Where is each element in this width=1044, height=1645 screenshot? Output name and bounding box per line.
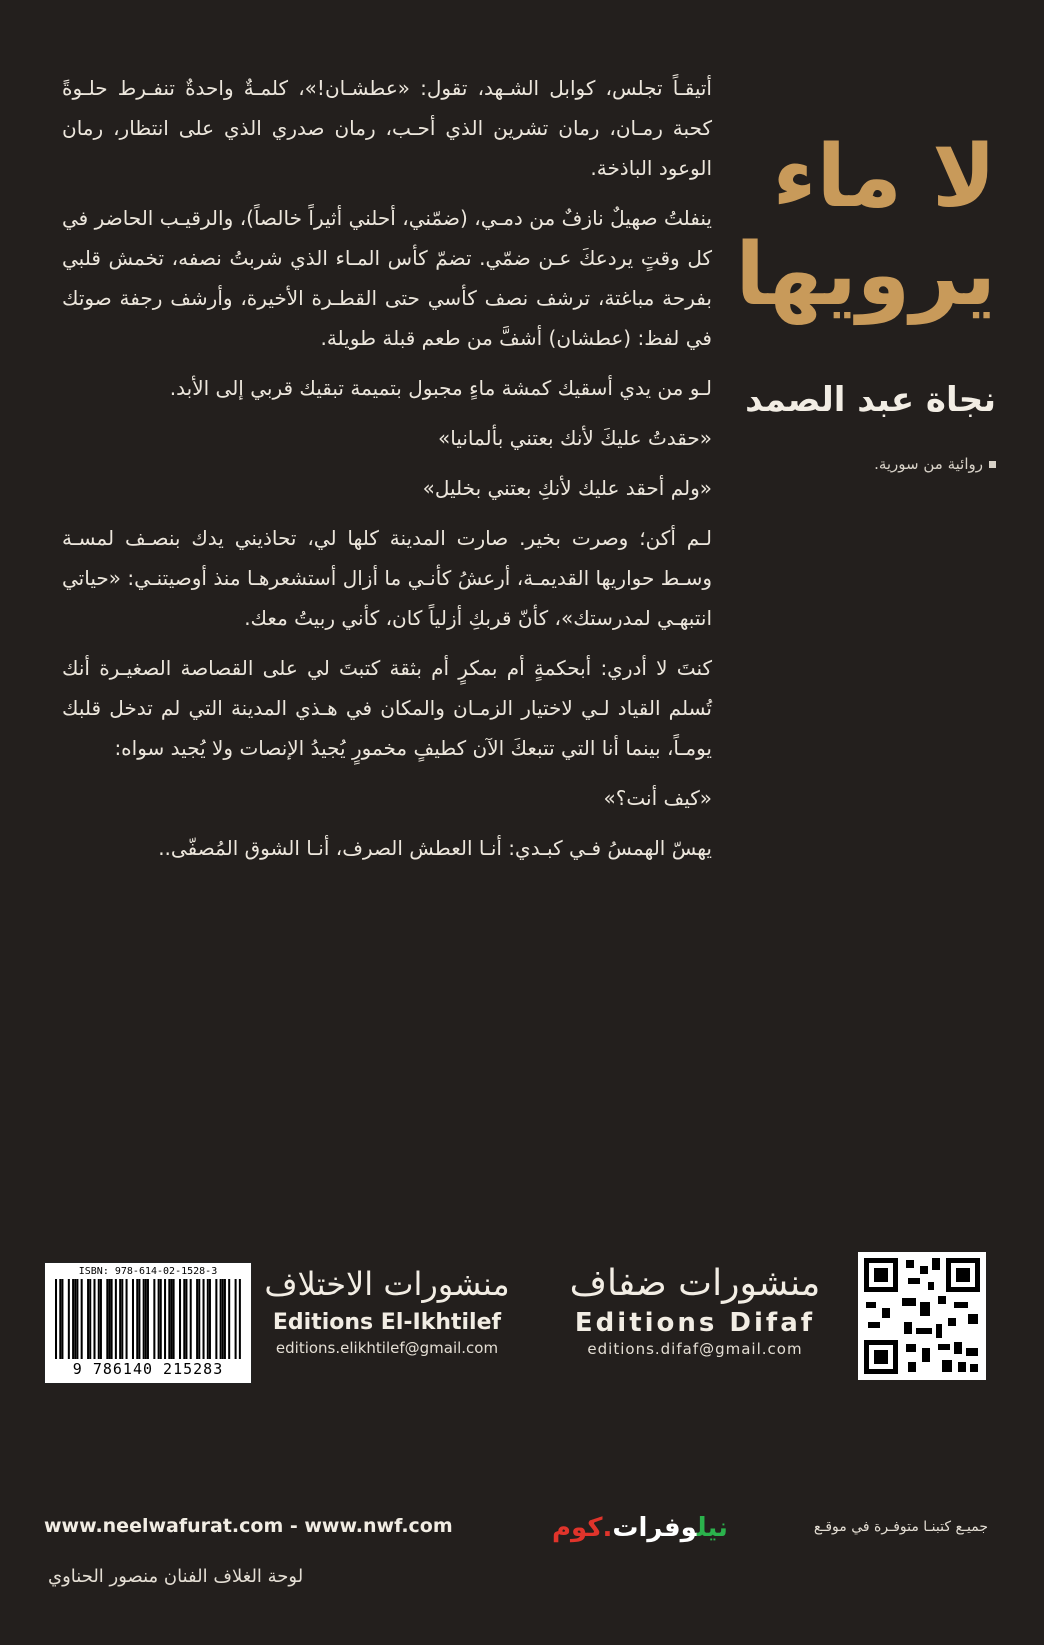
bullet-icon — [989, 461, 996, 468]
barcode-bar — [136, 1279, 138, 1359]
blurb-paragraph: يهسّ الهمسُ فـي كبـدي: أنـا العطش الصرف، أنـا الشوق المُصفّى.. — [158, 836, 712, 860]
barcode-bar — [93, 1279, 95, 1359]
barcode-bar — [203, 1279, 205, 1359]
website-row — [44, 1513, 994, 1547]
barcode-bar — [179, 1279, 181, 1359]
isbn-barcode — [44, 1262, 252, 1384]
barcode-bar — [106, 1279, 108, 1359]
barcode-bar — [173, 1279, 175, 1359]
barcode-bar — [185, 1279, 187, 1359]
barcode-bar — [147, 1279, 149, 1359]
barcode-bar — [190, 1279, 192, 1359]
barcode-bar — [132, 1279, 134, 1359]
website-urls[interactable]: www.neelwafurat.com - www.nwf.com — [44, 1515, 453, 1537]
difaf-arabic-name: منشورات ضفاف — [569, 1263, 821, 1304]
brand-part-3: .كوم — [552, 1513, 613, 1543]
isbn-label: ISBN: 978-614-02-1528-3 — [78, 1266, 218, 1277]
qr-code — [858, 1252, 986, 1380]
blurb-text — [62, 68, 712, 878]
book-title — [696, 128, 996, 324]
barcode-bar — [220, 1279, 222, 1359]
barcode-bar — [138, 1279, 140, 1359]
ikhtilef-arabic-name: منشورات الاختلاف — [264, 1265, 510, 1303]
blurb-paragraph: «كيف أنت؟» — [603, 786, 712, 810]
availability-note: جميـع كتبنـا متوفـرة في موقـع — [813, 1519, 988, 1535]
publisher-ikhtilef — [262, 1262, 512, 1357]
barcode-bar — [100, 1279, 102, 1359]
barcode-bar — [228, 1279, 230, 1359]
store-brand — [552, 1513, 728, 1543]
barcode-bar — [168, 1279, 170, 1359]
barcode-bar — [183, 1279, 185, 1359]
barcode-bar — [55, 1279, 57, 1359]
blurb-paragraph: كنتَ لا أدري: أبحكمةٍ أم بمكرٍ أم بثقة كتبتَ لي على القصاصة الصغيـرة أنك تُسلم القياد لـي لاختيار الزمـان والمكان في هـذي المدينة التي لم تدخل قلبك يومـاً، بينما أنا التي تتبعكَ الآن كطيفٍ مخمورٍ يُجيدُ الإنصات ولا يُجيد سواه: — [62, 656, 712, 760]
barcode-bar — [143, 1279, 145, 1359]
qr-code-icon — [858, 1252, 986, 1380]
title-line-2: يرويها — [735, 225, 996, 325]
brand-part-1: نيل — [696, 1513, 728, 1543]
barcode-bar — [108, 1279, 110, 1359]
brand-part-2: وفرات — [612, 1513, 697, 1543]
barcode-bar — [222, 1279, 224, 1359]
blurb-paragraph: «ولم أحقد عليك لأنكِ بعتني بخليل» — [422, 476, 712, 500]
barcode-bar — [89, 1279, 91, 1359]
barcode-bar — [121, 1279, 123, 1359]
blurb-paragraph: ينفلتُ صهيلٌ نازفٌ من دمـي، (ضمّني، أحلني أثيراً خالصاً)، والرقيـب الحاضر في كل وقتٍ يردعكَ عـن ضمّي. تضمّ كأس المـاء الذي شربتُ نصفه، تخمش قلبي بفرحة مباغتة، ترشف نصف كأسي حتى القطـرة الأخيرة، وأرشف رجفة صوتك في لفظ: (عطشان) أشفَّ من طعم قبلة طويلة. — [62, 206, 712, 350]
blurb-paragraph: لـو من يدي أسقيك كمشة ماءٍ مجبول بتميمة تبقيك قربي إلى الأبد. — [169, 376, 712, 400]
barcode-bar — [153, 1279, 155, 1359]
difaf-latin-name: Editions Difaf — [574, 1308, 816, 1338]
author-note-text: روائية من سورية. — [874, 455, 983, 473]
barcode-bar — [158, 1279, 160, 1359]
barcode-bar — [81, 1279, 83, 1359]
barcode-bar — [196, 1279, 198, 1359]
barcode-bar — [170, 1279, 172, 1359]
isbn-digits: 9 786140 215283 — [72, 1360, 224, 1378]
barcode-bar — [72, 1279, 74, 1359]
barcode-bar — [74, 1279, 76, 1359]
publisher-difaf — [560, 1262, 830, 1358]
barcode-bar — [235, 1279, 237, 1359]
barcode-bar — [215, 1279, 217, 1359]
barcode-bar — [68, 1279, 70, 1359]
barcode-bar — [198, 1279, 200, 1359]
barcode-bar — [164, 1279, 166, 1359]
ikhtilef-email: editions.elikhtilef@gmail.com — [275, 1339, 499, 1357]
barcode-bar — [209, 1279, 211, 1359]
barcode-bar — [98, 1279, 100, 1359]
barcode-bar — [59, 1279, 61, 1359]
barcode-bar — [224, 1279, 226, 1359]
barcode-bar — [160, 1279, 162, 1359]
blurb-paragraph: أتيقـاً تجلس، كوابل الشـهد، تقول: «عطشـان!»، كلمـةٌ واحدةٌ تنفـرط حلـوةً كحبة رمـان، رمان تشرين الذي أحـب، رمان صدري الذي على انتظار، رمان الوعود الباذخة. — [62, 76, 712, 180]
barcode-bar — [207, 1279, 209, 1359]
ikhtilef-latin-name: Editions El-Ikhtilef — [272, 1310, 502, 1335]
barcode-bar — [61, 1279, 63, 1359]
barcode-bar — [126, 1279, 128, 1359]
blurb-paragraph: لـم أكن؛ وصرت بخير. صارت المدينة كلها لي، تحاذيني يدك بنصـف لمسـة وسـط حواريها القديمـة، أرعشُ كأنـي ما أزال أستشعرهـا منذ أوصيتنـي: «حياتي انتبهـي لمدرستك»، كأنّ قربكِ أزلياً كان، كأني ربيتُ معك. — [62, 526, 712, 630]
barcode-bar — [111, 1279, 113, 1359]
barcode-bar — [119, 1279, 121, 1359]
barcode-bar — [145, 1279, 147, 1359]
barcode-bar — [76, 1279, 78, 1359]
title-line-1: لا ماء — [772, 127, 996, 227]
author-name: نجاة عبد الصمد — [745, 380, 996, 420]
barcode-bar — [115, 1279, 117, 1359]
author-note — [874, 455, 996, 473]
barcode-bar — [239, 1279, 241, 1359]
barcode-icon — [55, 1279, 241, 1359]
blurb-paragraph: «حقدتُ عليكَ لأنك بعتني بألمانيا» — [437, 426, 712, 450]
difaf-email: editions.difaf@gmail.com — [587, 1340, 803, 1358]
barcode-bar — [87, 1279, 89, 1359]
cover-art-credit: لوحة الغلاف الفنان منصور الحناوي — [48, 1566, 304, 1587]
